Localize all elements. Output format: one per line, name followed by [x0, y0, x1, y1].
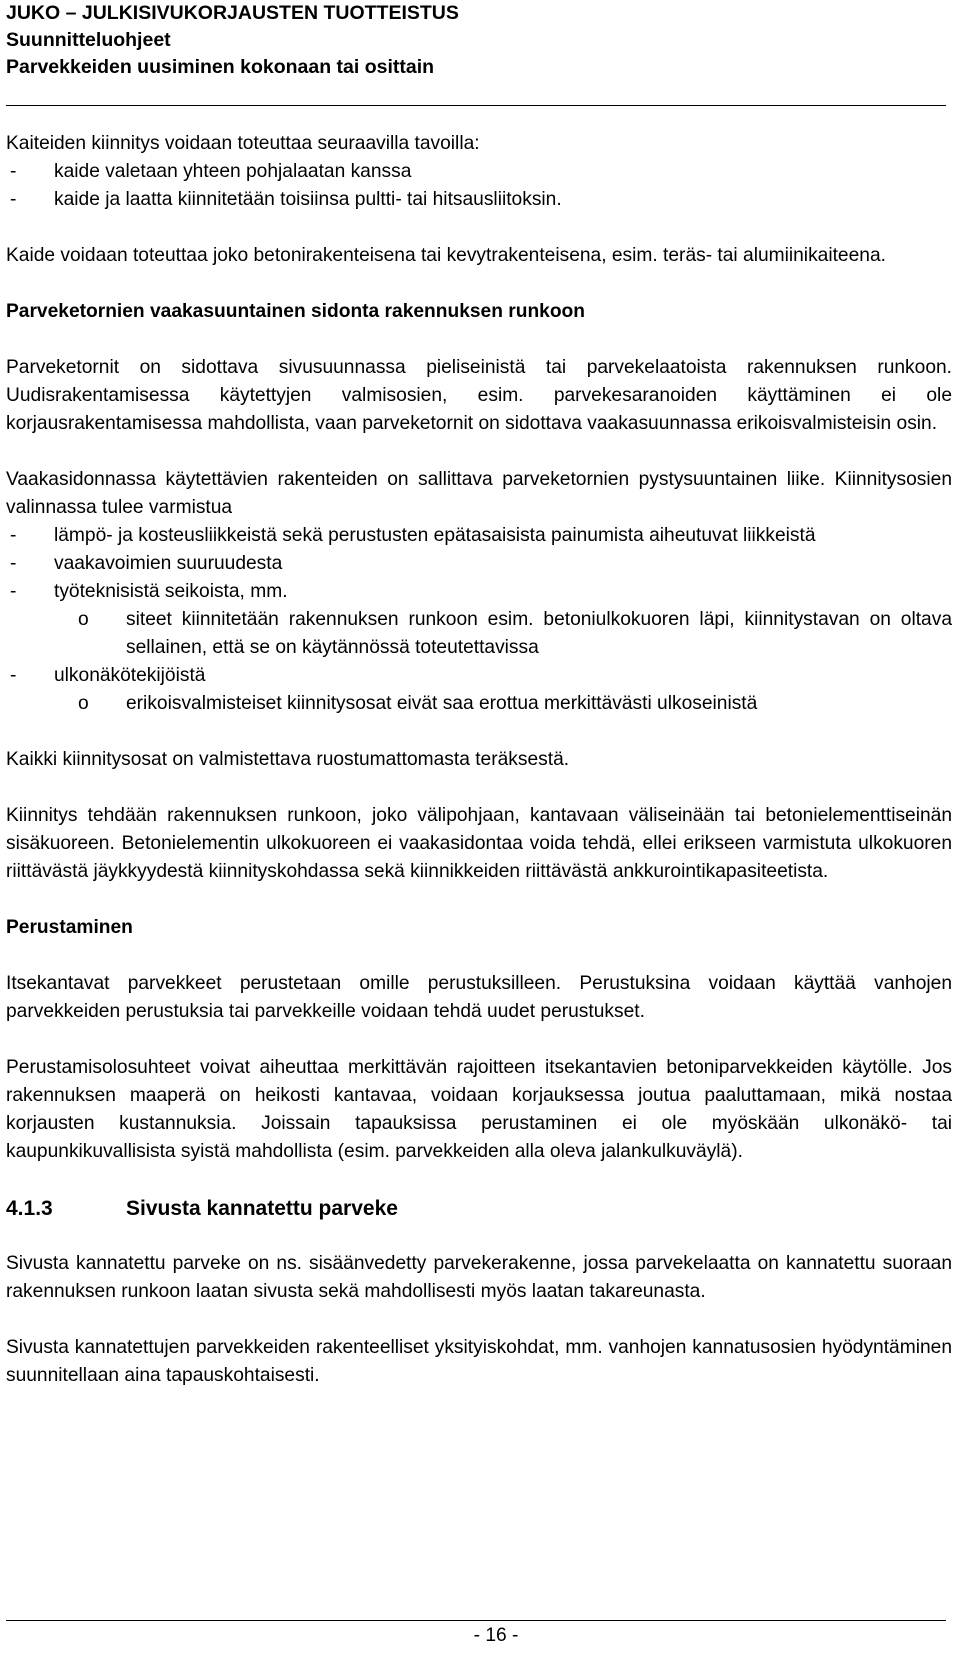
list-item-text: työteknisistä seikoista, mm.: [54, 581, 288, 602]
section-number: 4.1.3: [6, 1197, 53, 1220]
header-subtitle: Suunnitteluohjeet: [6, 29, 171, 51]
bullet-o-marker: o: [78, 609, 89, 630]
section-heading: [6, 1194, 952, 1224]
header-title: JUKO – JULKISIVUKORJAUSTEN TUOTTEISTUS: [6, 2, 459, 24]
page-header: [6, 0, 946, 106]
list-item: [6, 522, 952, 550]
list-item: [6, 550, 952, 578]
page-footer: [6, 1620, 946, 1647]
section-title: Sivusta kannatettu parveke: [126, 1197, 398, 1220]
sub-list: [54, 606, 952, 662]
subheading-sidonta: Parveketornien vaakasuuntainen sidonta rakennuksen runkoon: [6, 301, 585, 322]
paragraph: Sivusta kannatettu parveke on ns. sisäänvedetty parvekerakenne, jossa parvekelaatta on kannatettu suoraan rakennuksen runkoon laatan sivusta sekä mahdollisesti myös laatan takareunasta.: [6, 1253, 952, 1302]
list-item: [6, 186, 952, 214]
sub-list: [54, 690, 952, 718]
paragraph: Kaide voidaan toteuttaa joko betonirakenteisena tai kevytrakenteisena, esim. teräs- tai alumiinikaiteena.: [6, 245, 886, 266]
bullet-o-marker: o: [78, 693, 89, 714]
sub-list-item: [6, 690, 952, 718]
paragraph: Kaikki kiinnitysosat on valmistettava ruostumattomasta teräksestä.: [6, 749, 570, 770]
sub-list-item: [6, 606, 952, 662]
dash-marker: -: [10, 581, 17, 602]
list-item-text: lämpö- ja kosteusliikkeistä sekä perustusten epätasaisista painumista aiheutuvat liikkeistä: [54, 525, 816, 546]
vaakasidonta-block: [6, 466, 952, 718]
paragraph: Vaakasidonnassa käytettävien rakenteiden on sallittava parveketornien pystysuuntainen liike. Kiinnitysosien valinnassa tulee varmistua: [6, 469, 952, 518]
paragraph: Parveketornit on sidottava sivusuunnassa pieliseinistä tai parvekelaatoista rakennuksen runkoon. Uudisrakentamisessa käytettyjen valmisosien, esim. parvekesaranoiden käyttäminen ei ole korjausrakentamisessa mahdollista, vaan parveketornit on sidottava vaakasuunnassa erikoisvalmisteisin osin.: [6, 357, 952, 434]
dash-marker: -: [10, 161, 17, 182]
dash-marker: -: [10, 189, 17, 210]
sub-list-item-text: siteet kiinnitetään rakennuksen runkoon esim. betoniulkokuoren läpi, kiinnitystavan on oltava sellainen, että se on käytännössä toteutettavissa: [126, 609, 952, 658]
list-item: [6, 578, 952, 662]
dash-marker: -: [10, 525, 17, 546]
subheading-perustaminen: Perustaminen: [6, 917, 133, 938]
document-body: [6, 130, 952, 1390]
list-item-text: vaakavoimien suuruudesta: [54, 553, 283, 574]
page-number: - 16 -: [473, 1625, 519, 1646]
dash-marker: -: [10, 665, 17, 686]
dash-list: [6, 158, 952, 214]
paragraph: Kiinnitys tehdään rakennuksen runkoon, joko välipohjaan, kantavaan väliseinään tai betonielementtiseinän sisäkuoreen. Betonielementin ulkokuoreen ei vaakasidontaa voida tehdä, ellei erikseen varmistuta ulkokuoren riittävästä jäykkyydestä kiinnityskohdassa sekä kiinnikkeiden riittävästä ankkurointikapasiteetista.: [6, 805, 952, 882]
paragraph: Itsekantavat parvekkeet perustetaan omille perustuksilleen. Perustuksina voidaan käyttää vanhojen parvekkeiden perustuksia tai parvekkeille voidaan tehdä uudet perustukset.: [6, 973, 952, 1022]
paragraph: Perustamisolosuhteet voivat aiheuttaa merkittävän rajoitteen itsekantavien betoniparvekkeiden käytölle. Jos rakennuksen maaperä on heikosti kantavaa, voidaan korjauksessa joutua paaluttamaan, mikä nostaa korjausten kustannuksia. Joissain tapauksissa perustaminen ei ole myöskään ulkonäkö- tai kaupunkikuvallisista syistä mahdollista (esim. parvekkeiden alla oleva jalankulkuväylä).: [6, 1057, 952, 1162]
list-item-text: kaide ja laatta kiinnitetään toisiinsa pultti- tai hitsausliitoksin.: [54, 189, 562, 210]
sub-list-item-text: erikoisvalmisteiset kiinnitysosat eivät saa erottua merkittävästi ulkoseinistä: [126, 693, 758, 714]
paragraph-intro: Kaiteiden kiinnitys voidaan toteuttaa seuraavilla tavoilla:: [6, 133, 480, 154]
list-item: [6, 662, 952, 718]
header-section: Parvekkeiden uusiminen kokonaan tai osittain: [6, 56, 435, 78]
list-item-text: ulkonäkötekijöistä: [54, 665, 206, 686]
list-item: [6, 158, 952, 186]
dash-marker: -: [10, 553, 17, 574]
list-item-text: kaide valetaan yhteen pohjalaatan kanssa: [54, 161, 412, 182]
kaide-fixing-block: [6, 130, 952, 214]
dash-list: [6, 522, 952, 718]
paragraph: Sivusta kannatettujen parvekkeiden rakenteelliset yksityiskohdat, mm. vanhojen kannatusosien hyödyntäminen suunnitellaan aina tapauskohtaisesti.: [6, 1337, 952, 1386]
